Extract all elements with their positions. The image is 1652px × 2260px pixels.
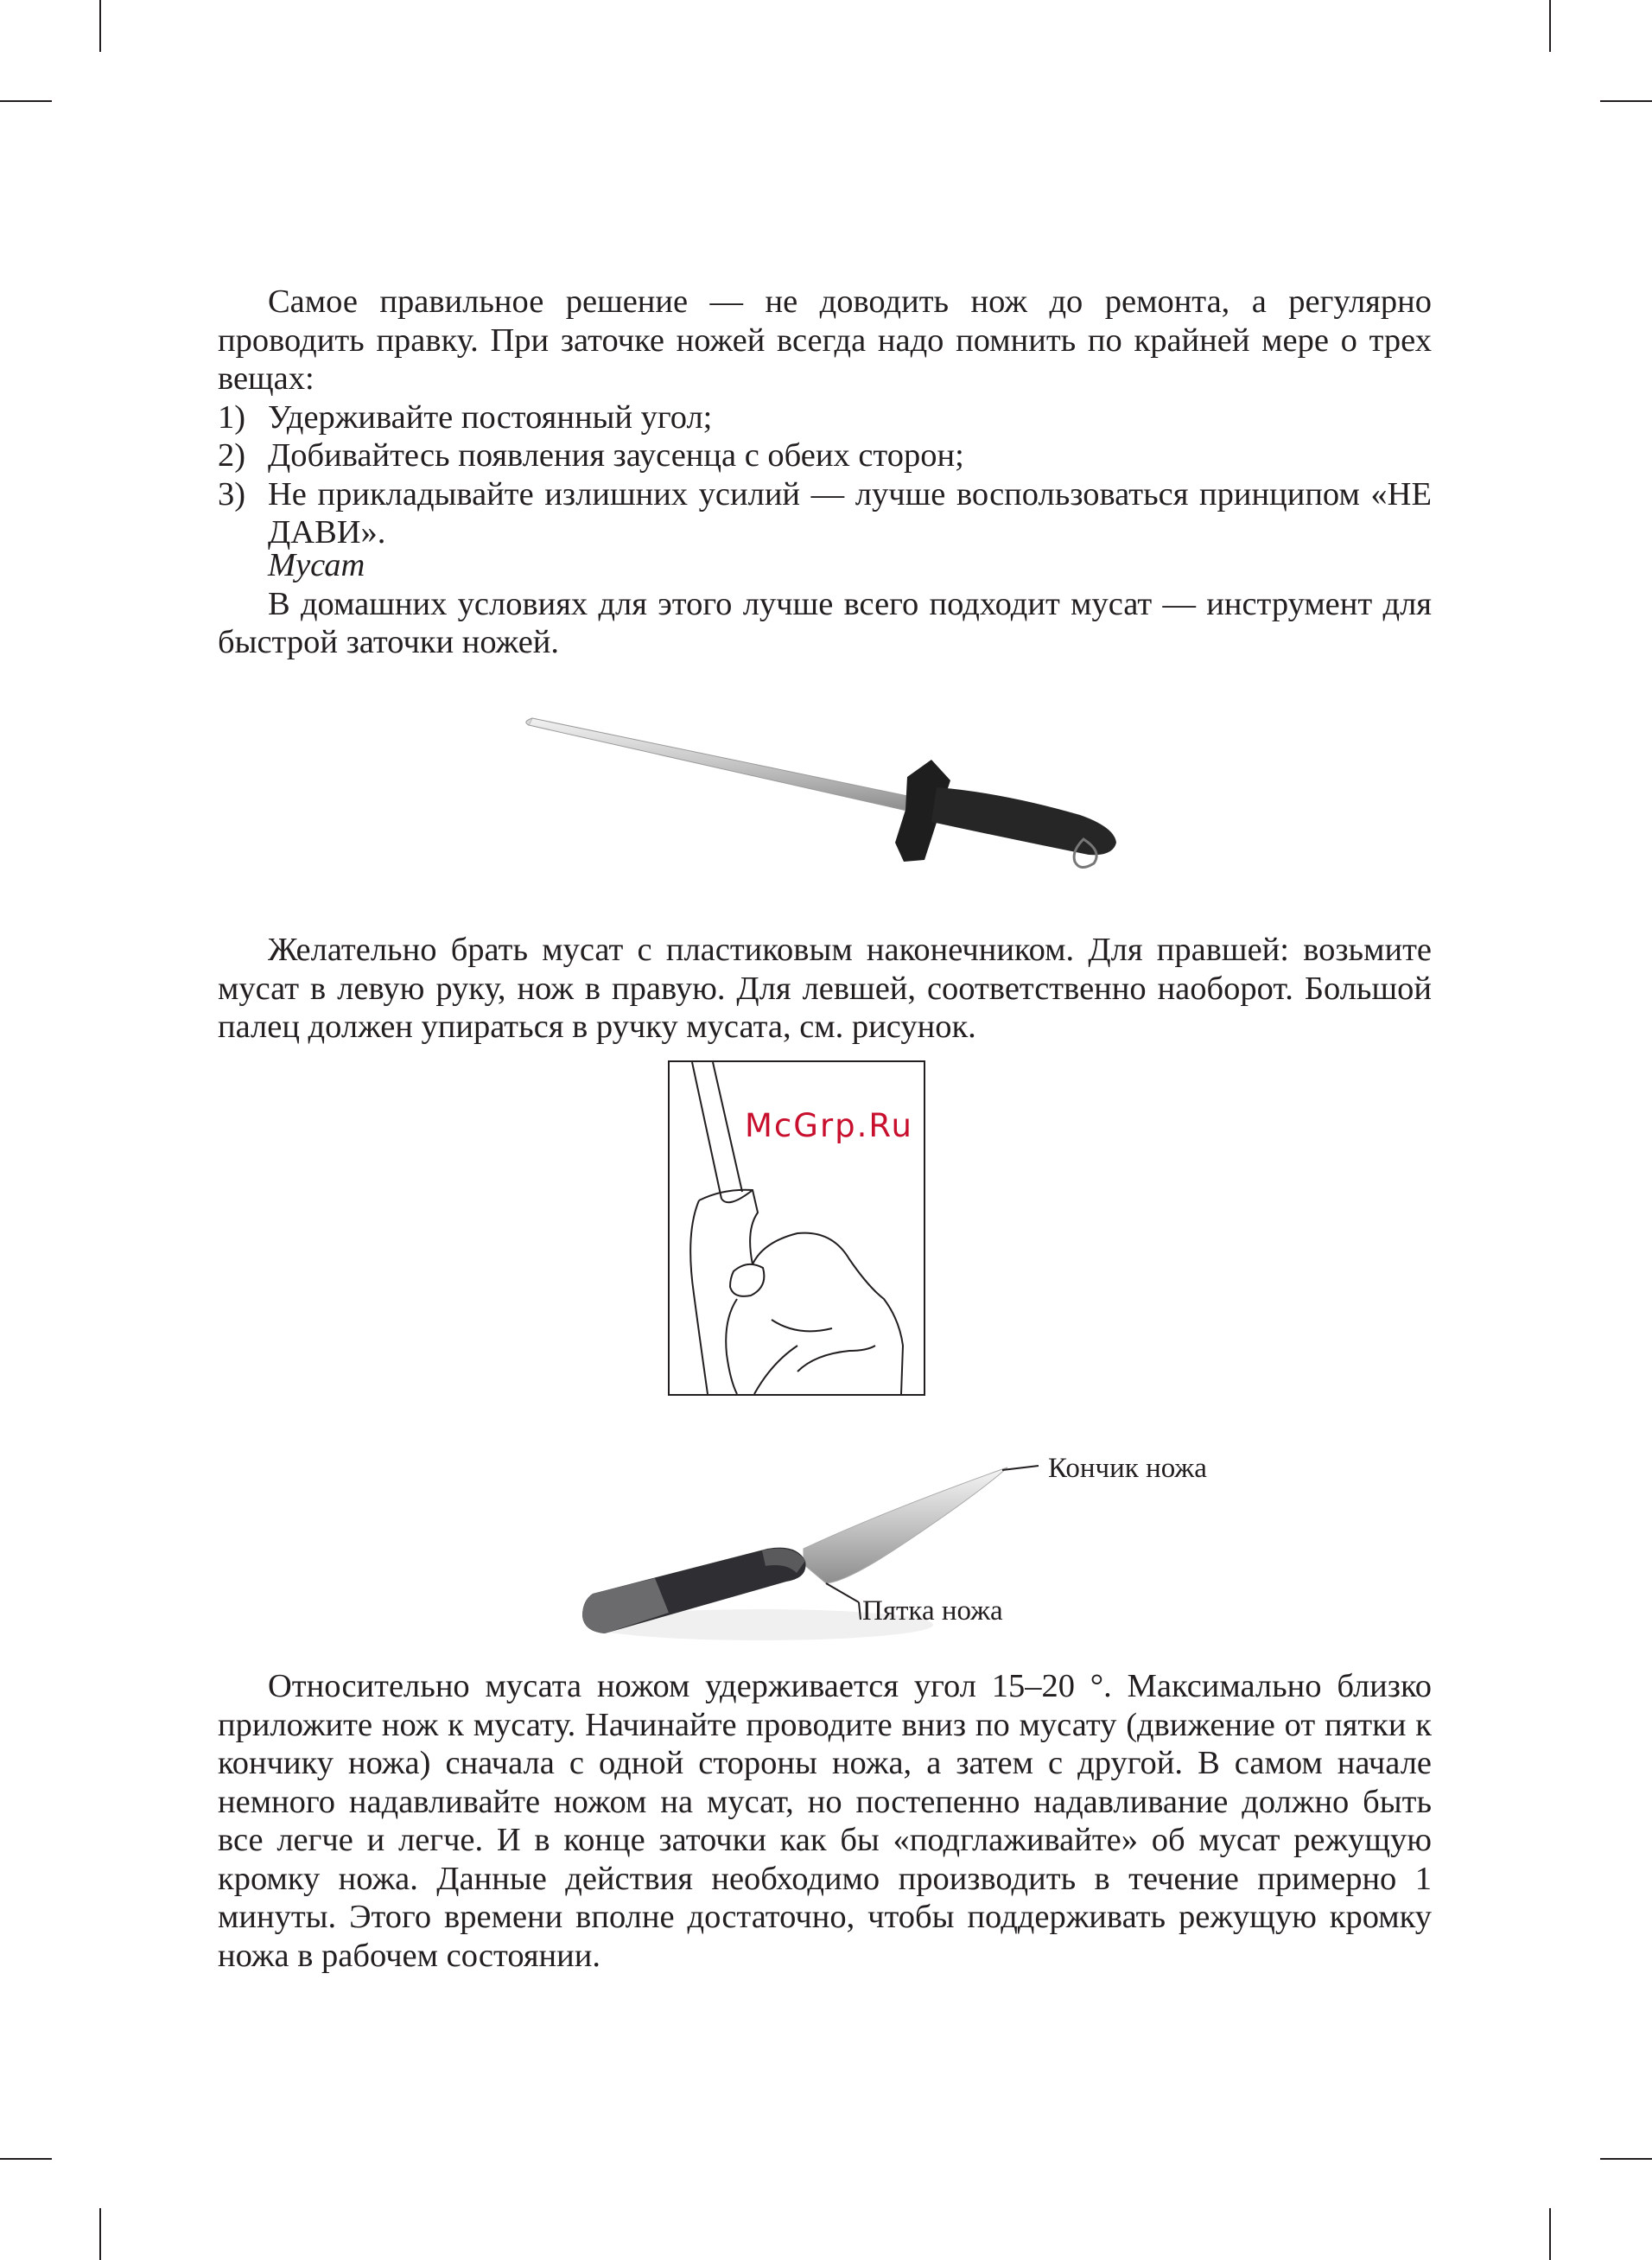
- grip-paragraph: Желательно брать мусат с пластиковым наконечником. Для правшей: возьмите мусат в левую руку, нож в правую. Для левшей, соответственно наоборот. Большой палец должен упираться в ручку мусата, см. рисунок.: [218, 932, 1432, 1045]
- rules-list: [218, 398, 1432, 552]
- crop-mark: [99, 2208, 101, 2260]
- list-item: [218, 398, 1432, 437]
- list-text: Не прикладывайте излишних усилий — лучше воспользоваться принципом «НЕ ДАВИ».: [268, 475, 1432, 551]
- crop-mark: [99, 0, 101, 52]
- list-text: Добивайтесь появления заусенца с обеих сторон;: [268, 437, 964, 474]
- technique-section: [218, 1667, 1432, 1975]
- crop-mark: [1549, 0, 1551, 52]
- list-number: 3): [218, 475, 246, 512]
- list-item: [218, 436, 1432, 475]
- watermark: McGrp.Ru: [745, 1107, 913, 1144]
- list-text: Удерживайте постоянный угол;: [268, 398, 713, 436]
- crop-mark: [1600, 100, 1652, 102]
- grip-section: [218, 931, 1432, 1047]
- crop-mark: [0, 100, 52, 102]
- list-number: 2): [218, 437, 246, 474]
- knife-heel-label: Пятка ножа: [862, 1595, 1003, 1627]
- intro-paragraph: Самое правильное решение — не доводить нож до ремонта, а регулярно проводить правку. При заточке ножей всегда надо помнить по крайней мере о трех вещах:: [218, 283, 1432, 397]
- crop-mark: [1549, 2208, 1551, 2260]
- honing-steel-figure: [518, 713, 1132, 877]
- section-heading: Мусат: [268, 547, 365, 583]
- list-item: [218, 475, 1432, 552]
- musat-section: [218, 546, 1432, 662]
- honing-steel-illustration: [518, 713, 1132, 877]
- technique-paragraph: Относительно мусата ножом удерживается угол 15–20 °. Максимально близко приложите нож к мусату. Начинайте проводите вниз по мусату (движение от пятки к кончику ножа) сначала с одной стороны ножа, а затем с другой. В самом начале немного надавливайте ножом на мусат, но постепенно надавливание должно быть все легче и легче. И в конце заточки как бы «подглаживайте» об мусат режущую кромку ножа. Данные действия необходимо производить в течение примерно 1 минуты. Этого времени вполне достаточно, чтобы поддерживать режущую кромку ножа в рабочем состоянии.: [218, 1668, 1432, 1974]
- list-number: 1): [218, 398, 246, 436]
- musat-paragraph: В домашних условиях для этого лучше всего подходит мусат — инструмент для быстрой заточки ножей.: [218, 585, 1432, 660]
- knife-tip-label: Кончик ножа: [1048, 1453, 1207, 1484]
- crop-mark: [0, 2158, 52, 2160]
- crop-mark: [1600, 2158, 1652, 2160]
- intro-section: [218, 283, 1432, 552]
